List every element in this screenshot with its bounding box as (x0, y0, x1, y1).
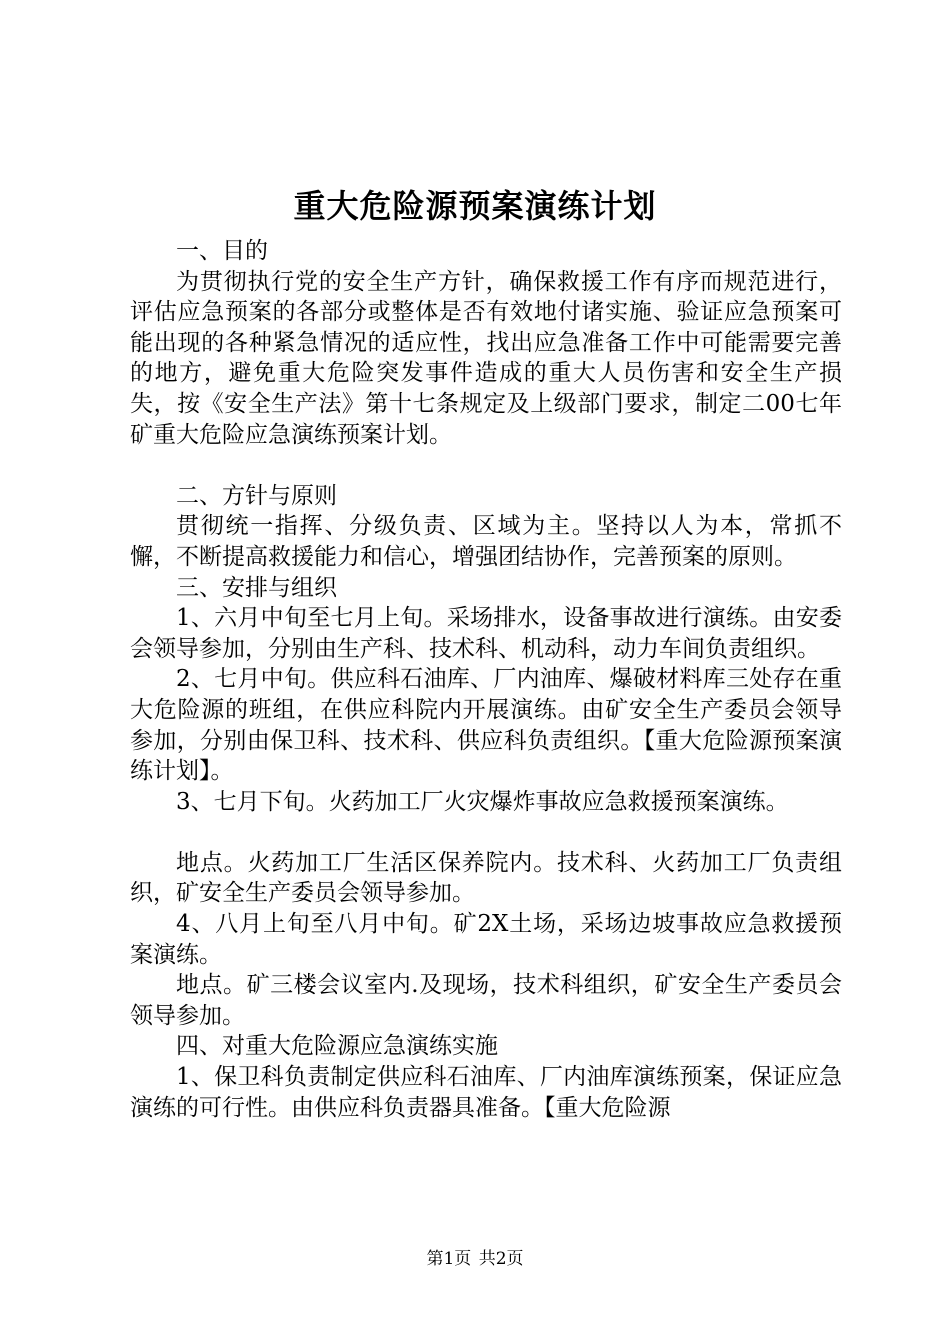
paragraph-arrangement-4: 4、八月上旬至八月中旬。矿2X土场，采场边坡事故应急救援预案演练。 (130, 911, 842, 968)
section-heading-implementation: 四、对重大危险源应急演练实施 (176, 1033, 498, 1060)
page-number: 第1页 (426, 1249, 472, 1269)
paragraph-location-2: 地点。矿三楼会议室内.及现场，技术科组织，矿安全生产委员会领导参加。 (130, 972, 842, 1029)
document-title: 重大危险源预案演练计划 (293, 187, 657, 225)
paragraph-purpose: 为贯彻执行党的安全生产方针，确保救援工作有序而规范进行，评估应急预案的各部分或整体是否有效地付诸实施、验证应急预案可能出现的各种紧急情况的适应性，找出应急准备工作中可能需要完善的地方，避免重大危险突发事件造成的重大人员伤害和安全生产损失，按《安全生产法》第十七条规定及上级部门要求，制定二00七年矿重大危险应急演练预案计划。 (130, 268, 842, 448)
blank-line (130, 450, 842, 481)
page-total: 共2页 (478, 1249, 524, 1269)
section-heading-purpose: 一、目的 (176, 238, 268, 264)
paragraph-arrangement-3: 3、七月下旬。火药加工厂火灾爆炸事故应急救援预案演练。 (176, 788, 789, 815)
section-heading-principles: 二、方针与原则 (176, 482, 337, 509)
section-heading-arrangement: 三、安排与组织 (176, 574, 337, 601)
blank-line (130, 817, 842, 848)
paragraph-location-1: 地点。火药加工厂生活区保养院内。技术科、火药加工厂负责组织，矿安全生产委员会领导参加。 (130, 849, 842, 907)
page-footer (0, 1244, 950, 1269)
paragraph-arrangement-1: 1、六月中旬至七月上旬。采场排水，设备事故进行演练。由安委会领导参加，分别由生产科、技术科、机动科，动力车间负责组织。 (130, 605, 842, 662)
paragraph-implementation-1: 1、保卫科负责制定供应科石油库、厂内油库演练预案，保证应急演练的可行性。由供应科负责器具准备。【重大危险源 (130, 1064, 842, 1121)
paragraph-principles: 贯彻统一指挥、分级负责、区域为主。坚持以人为本，常抓不懈，不断提高救援能力和信心，增强团结协作，完善预案的原则。 (130, 513, 842, 570)
paragraph-arrangement-2: 2、七月中旬。供应科石油库、厂内油库、爆破材料库三处存在重大危险源的班组，在供应科院内开展演练。由矿安全生产委员会领导参加，分别由保卫科、技术科、供应科负责组织。【重大危险源预案演练计划】。 (130, 666, 842, 785)
document-body (130, 236, 842, 1123)
